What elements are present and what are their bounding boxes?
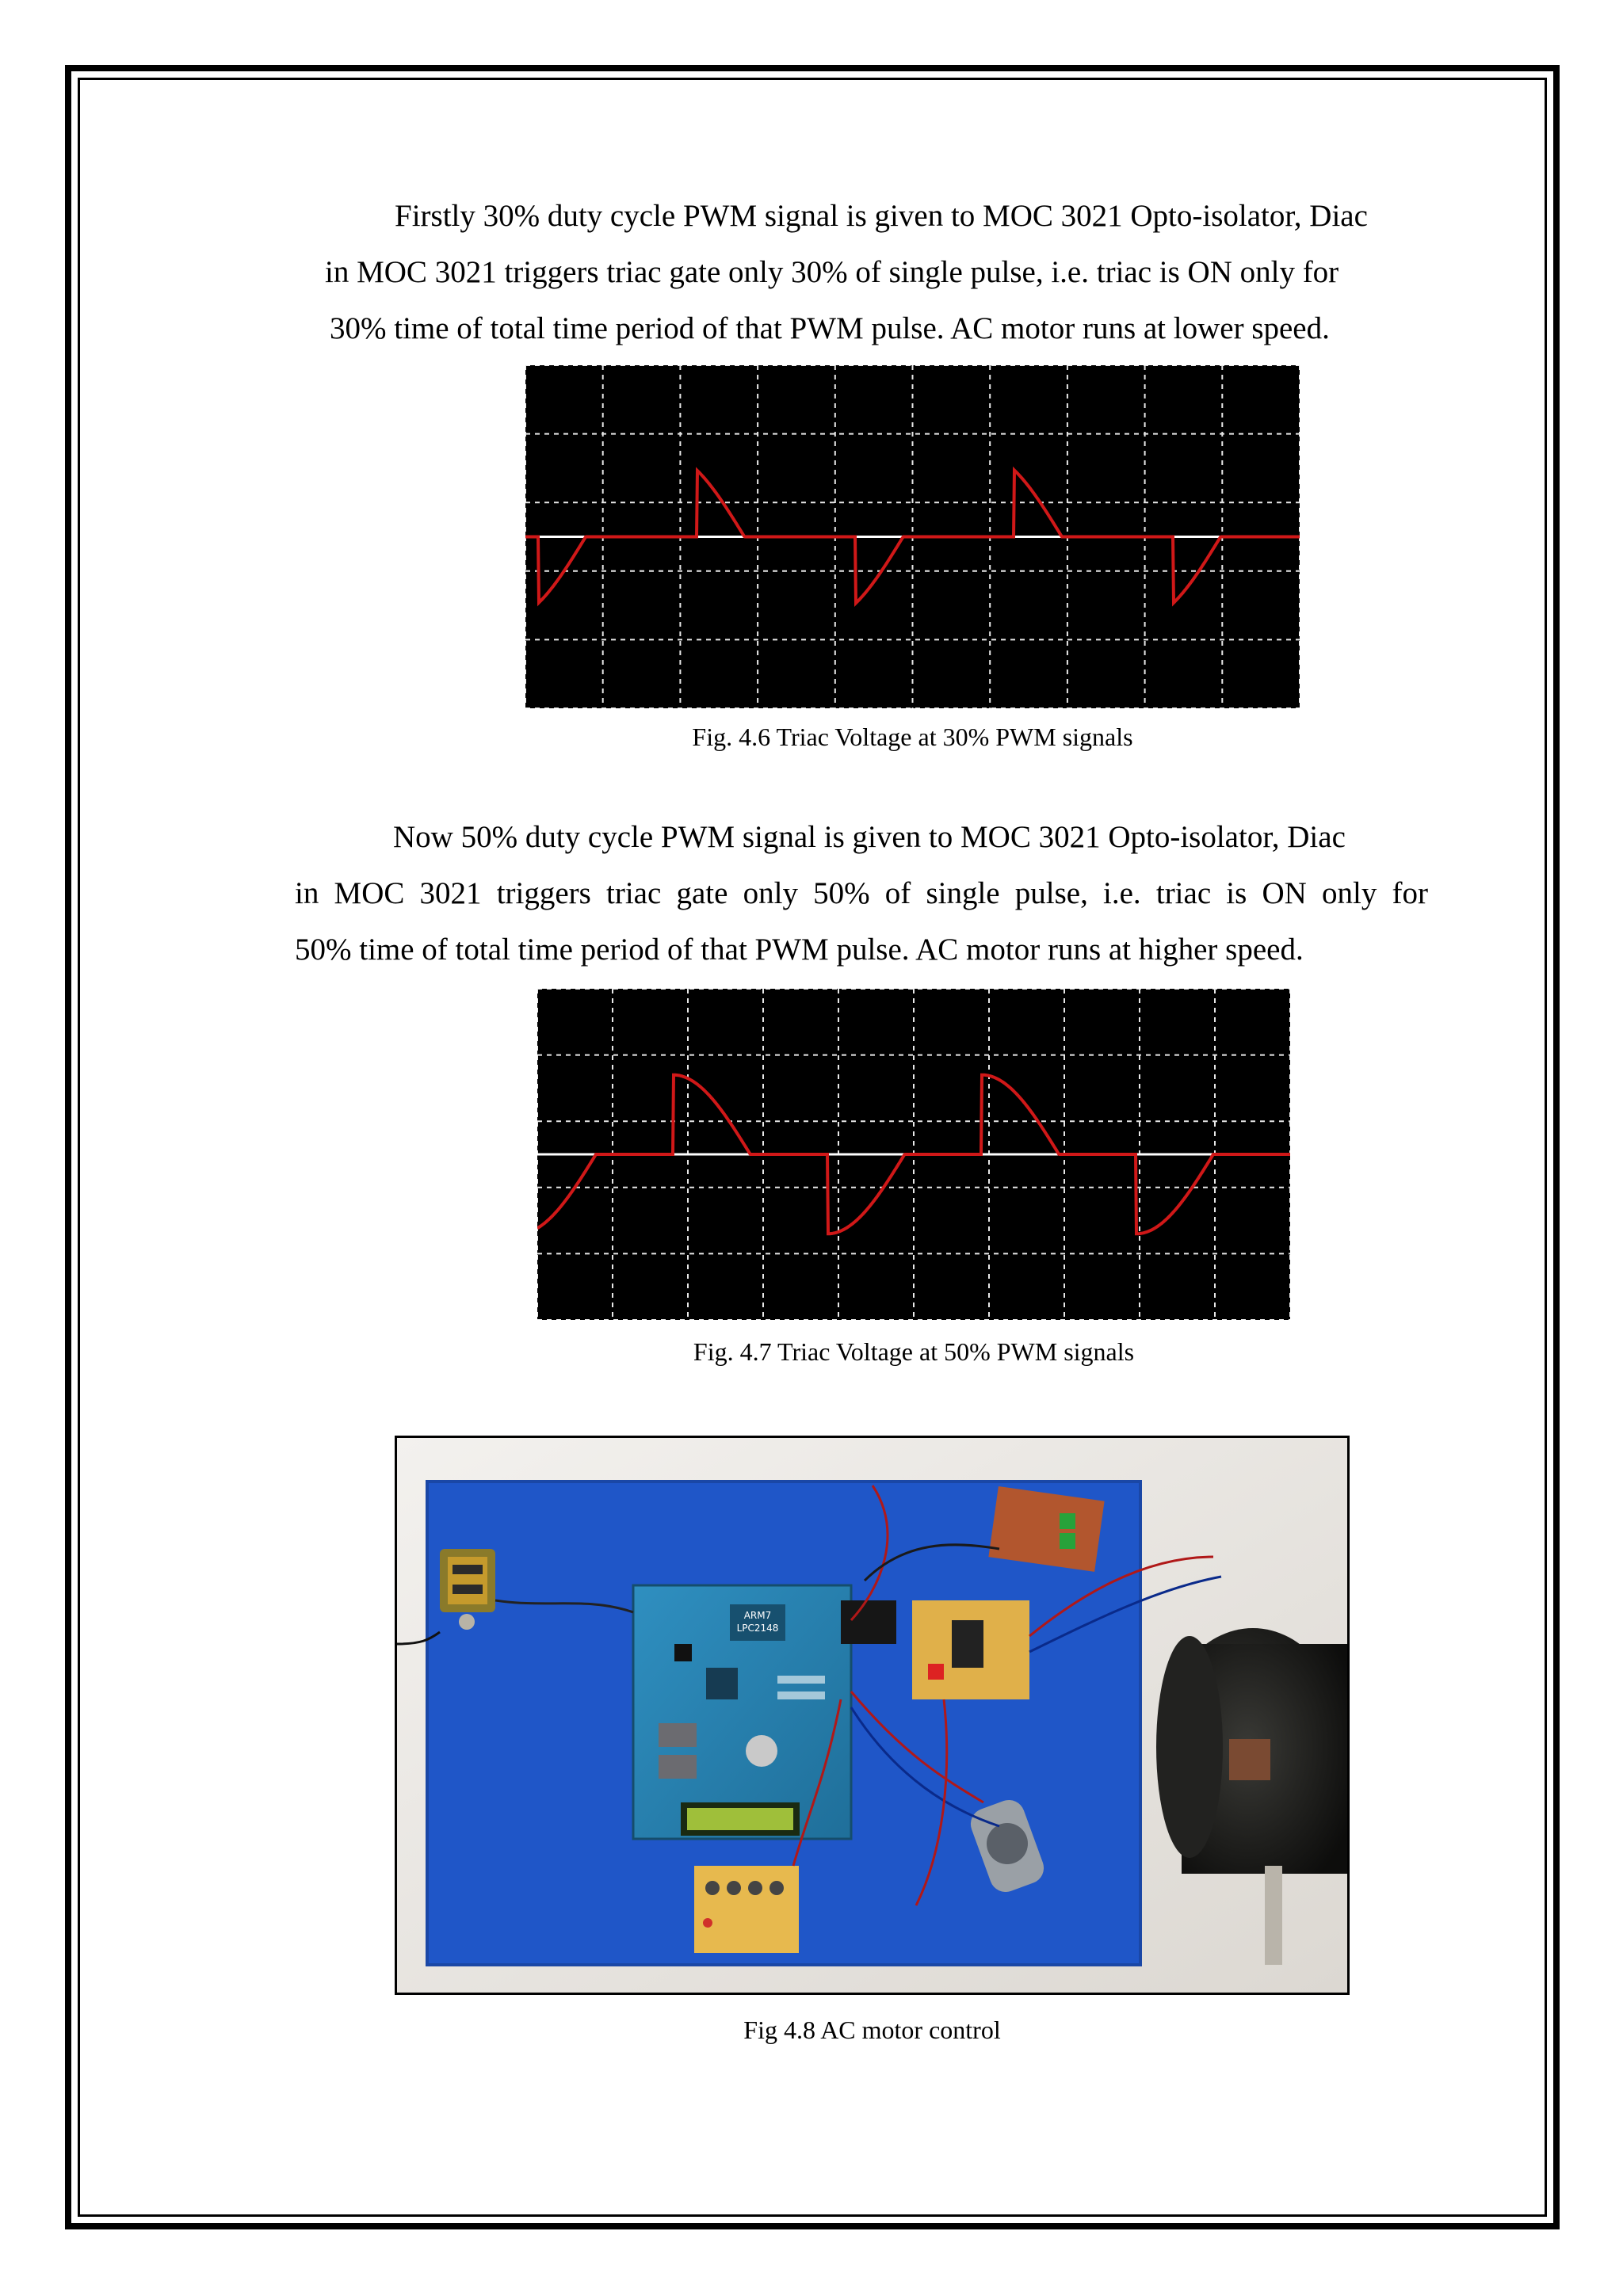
waveform-chart [537, 989, 1290, 1320]
figure-caption: Fig. 4.6 Triac Voltage at 30% PWM signals [692, 723, 1133, 751]
lcd-display [681, 1802, 800, 1836]
paragraph-line: 50% time of total time period of that PWM pulse. AC motor runs at higher speed. [295, 933, 1304, 967]
oscilloscope-trace-50-percent [537, 989, 1290, 1320]
paragraph-line: in MOC 3021 triggers triac gate only 50% of single pulse, i.e. triac is ON only for [295, 876, 1428, 910]
svg-text:ARM7: ARM7 [743, 1610, 772, 1621]
paragraph-line: 30% time of total time period of that PWM pulse. AC motor runs at lower speed. [330, 311, 1330, 345]
keypad-board [694, 1866, 799, 1953]
svg-text:LPC2148: LPC2148 [736, 1623, 779, 1634]
opto-isolator-board [988, 1486, 1104, 1572]
hardware-illustration [397, 1438, 1347, 1993]
paragraph-30-percent [325, 188, 1426, 357]
paragraph-50-percent [295, 809, 1428, 978]
arm7-lpc2148-board [633, 1585, 851, 1839]
paragraph-line: in MOC 3021 triggers triac gate only 30% of single pulse, i.e. triac is ON only for [325, 255, 1339, 289]
paragraph-line: Now 50% duty cycle PWM signal is given to MOC 3021 Opto-isolator, Diac [393, 820, 1346, 854]
hardware-setup-photo [395, 1436, 1350, 1995]
oscilloscope-trace-30-percent [525, 365, 1300, 708]
paragraph-line: Firstly 30% duty cycle PWM signal is given to MOC 3021 Opto-isolator, Diac [395, 199, 1368, 233]
figure-caption: Fig. 4.7 Triac Voltage at 50% PWM signals [693, 1337, 1135, 1366]
waveform-chart [525, 365, 1300, 708]
figure-caption: Fig 4.8 AC motor control [743, 2016, 1001, 2044]
